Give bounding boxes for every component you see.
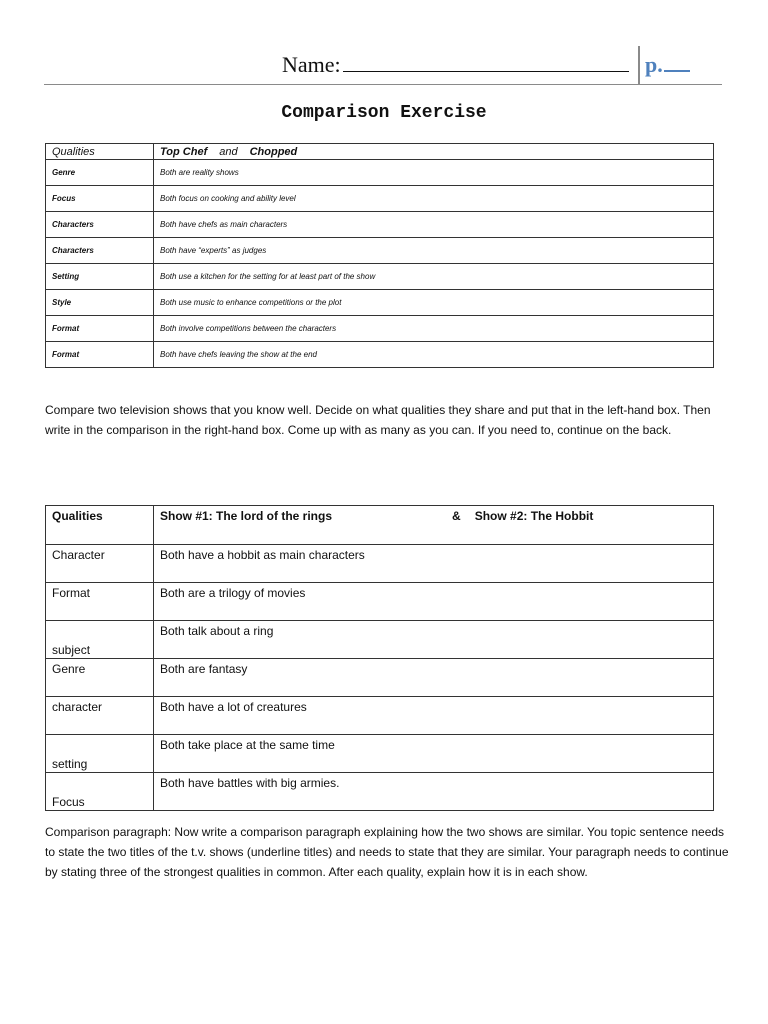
show1-title: Show #1: The lord of the rings: [160, 509, 333, 523]
quality-cell[interactable]: character: [46, 697, 154, 735]
shows-header: [154, 506, 714, 545]
qualities-header: Qualities: [46, 506, 154, 545]
quality-cell: Format: [46, 342, 154, 368]
table-row: [46, 238, 714, 264]
quality-cell: Characters: [46, 212, 154, 238]
quality-cell: Style: [46, 290, 154, 316]
ampersand: &: [452, 509, 461, 523]
table-row: [46, 773, 714, 811]
name-blank-line[interactable]: [343, 53, 629, 72]
comparison-cell[interactable]: Both are a trilogy of movies: [154, 583, 714, 621]
table-header-row: [46, 506, 714, 545]
table-row: [46, 264, 714, 290]
comparison-cell: Both are reality shows: [154, 160, 714, 186]
comparison-cell[interactable]: Both are fantasy: [154, 659, 714, 697]
paragraph-instructions: Comparison paragraph: Now write a comparison paragraph explaining how the two shows are similar. You topic sentence needs to state the two titles of the t.v. shows (underline titles) and needs to state that they are similar. Your paragraph needs to continue by stating three of the strongest qualities in common. After each quality, explain how it is in each show.: [45, 825, 729, 879]
example-comparison-table: [45, 143, 714, 368]
comparison-cell: Both involve competitions between the characters: [154, 316, 714, 342]
quality-cell: Setting: [46, 264, 154, 290]
show2-title: Chopped: [249, 145, 298, 158]
comparison-cell: Both have “experts” as judges: [154, 238, 714, 264]
name-label: Name:: [282, 52, 341, 77]
table-row: [46, 212, 714, 238]
quality-cell[interactable]: Focus: [46, 773, 154, 811]
table-header-row: [46, 144, 714, 160]
table-row: [46, 290, 714, 316]
quality-cell[interactable]: Character: [46, 545, 154, 583]
comparison-cell: Both have chefs leaving the show at the end: [154, 342, 714, 368]
quality-cell: Genre: [46, 160, 154, 186]
table-row: [46, 659, 714, 697]
comparison-cell: Both use music to enhance competitions or the plot: [154, 290, 714, 316]
header-divider: [638, 46, 640, 84]
comparison-cell: Both use a kitchen for the setting for at least part of the show: [154, 264, 714, 290]
comparison-cell[interactable]: Both have a hobbit as main characters: [154, 545, 714, 583]
quality-cell: Format: [46, 316, 154, 342]
shows-header: [154, 144, 714, 160]
period-blank-line[interactable]: [664, 52, 690, 72]
student-comparison-table: [45, 505, 714, 811]
page-header: [44, 46, 722, 85]
quality-cell[interactable]: Genre: [46, 659, 154, 697]
quality-cell[interactable]: subject: [46, 621, 154, 659]
comparison-cell: Both focus on cooking and ability level: [154, 186, 714, 212]
period-label: p.: [645, 52, 663, 77]
page-title: Comparison Exercise: [281, 103, 487, 123]
table-row: [46, 545, 714, 583]
quality-cell: Characters: [46, 238, 154, 264]
table-row: [46, 621, 714, 659]
show1-title: Top Chef: [160, 145, 208, 158]
table-row: [46, 697, 714, 735]
comparison-cell: Both have chefs as main characters: [154, 212, 714, 238]
qualities-header: Qualities: [46, 144, 154, 160]
and-word: and: [219, 145, 238, 158]
comparison-cell[interactable]: Both take place at the same time: [154, 735, 714, 773]
table-row: [46, 186, 714, 212]
comparison-cell[interactable]: Both have a lot of creatures: [154, 697, 714, 735]
table-row: [46, 316, 714, 342]
name-field[interactable]: [282, 52, 629, 78]
table-row: [46, 160, 714, 186]
show2-title: Show #2: The Hobbit: [474, 509, 594, 523]
table-row: [46, 342, 714, 368]
period-field[interactable]: [645, 52, 690, 78]
quality-cell: Focus: [46, 186, 154, 212]
comparison-cell[interactable]: Both have battles with big armies.: [154, 773, 714, 811]
table-row: [46, 583, 714, 621]
table-row: [46, 735, 714, 773]
quality-cell[interactable]: Format: [46, 583, 154, 621]
instructions-paragraph: Compare two television shows that you know well. Decide on what qualities they share and put that in the left-hand box. Then write in the comparison in the right-hand box. Come up with as many as you can. If you need to, continue on the back.: [45, 403, 711, 437]
quality-cell[interactable]: setting: [46, 735, 154, 773]
comparison-cell[interactable]: Both talk about a ring: [154, 621, 714, 659]
